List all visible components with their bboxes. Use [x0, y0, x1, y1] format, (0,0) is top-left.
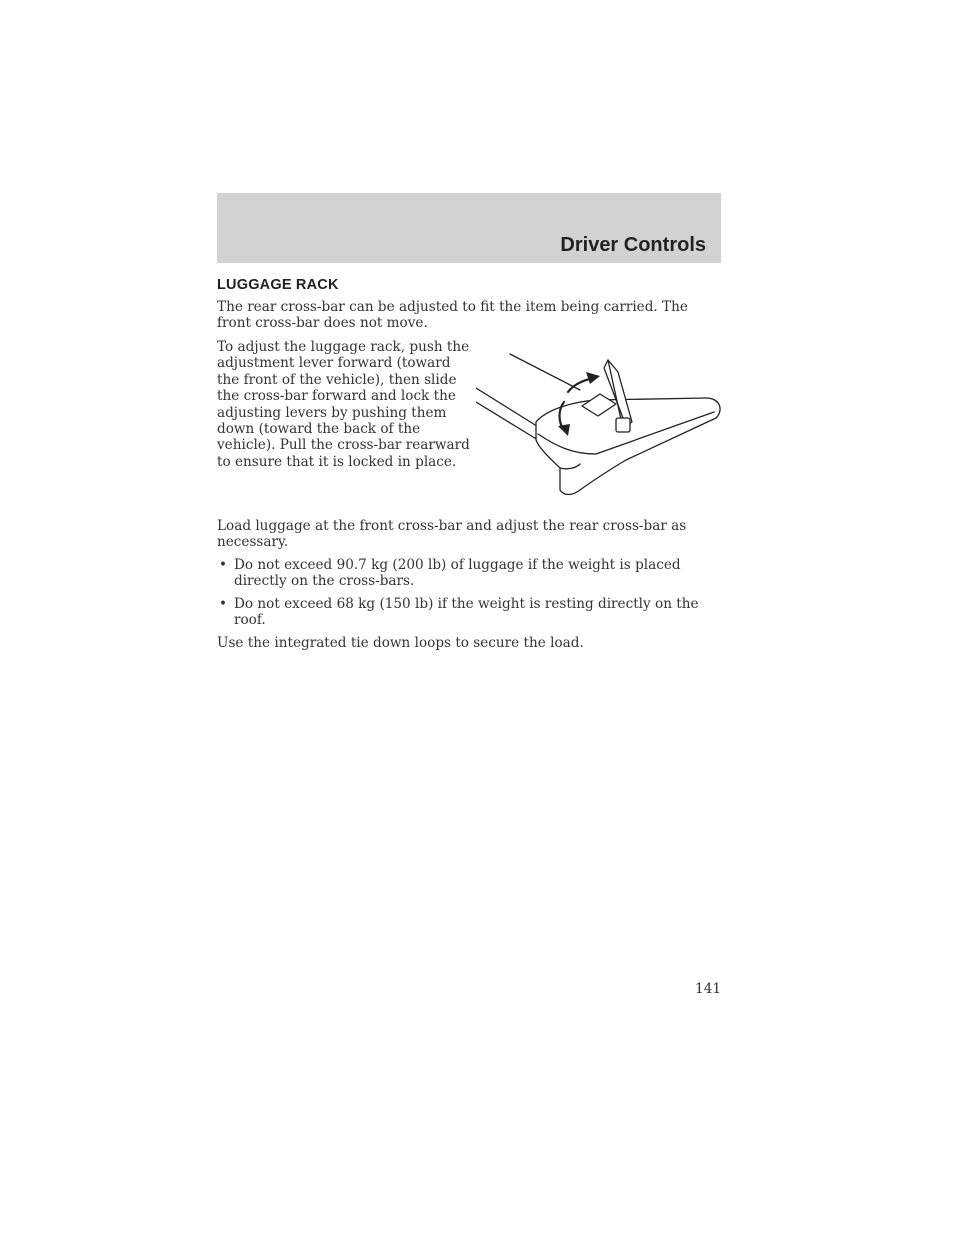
- list-item-text: Do not exceed 68 kg (150 lb) if the weight is resting directly on the roof.: [234, 595, 699, 629]
- adjust-paragraph: To adjust the luggage rack, push the adjustment lever forward (toward the front of the vehicle), then slide the cross-bar forward and lock the adjusting levers by pushing them down (toward the back of the vehicle). Pull the cross-bar rearward to ensure that it is locked in place.: [217, 339, 470, 470]
- list-item: [217, 557, 721, 590]
- page-title: Driver Controls: [560, 234, 706, 256]
- list-item: [217, 596, 721, 629]
- page-number: 141: [695, 981, 721, 997]
- intro-paragraph: The rear cross-bar can be adjusted to fit the item being carried. The front cross-bar does not move.: [217, 299, 688, 332]
- section-header-band: [217, 193, 721, 263]
- luggage-rack-lever-illustration: [476, 350, 724, 498]
- weight-limit-list: [217, 557, 721, 635]
- list-item-text: Do not exceed 90.7 kg (200 lb) of luggage if the weight is placed directly on the cross-bars.: [234, 557, 681, 590]
- bullet-marker: •: [219, 557, 228, 573]
- load-paragraph: Load luggage at the front cross-bar and adjust the rear cross-bar as necessary.: [217, 518, 687, 551]
- bullet-marker: •: [219, 595, 228, 612]
- section-heading: LUGGAGE RACK: [217, 277, 339, 293]
- tie-down-paragraph: Use the integrated tie down loops to secure the load.: [217, 635, 584, 651]
